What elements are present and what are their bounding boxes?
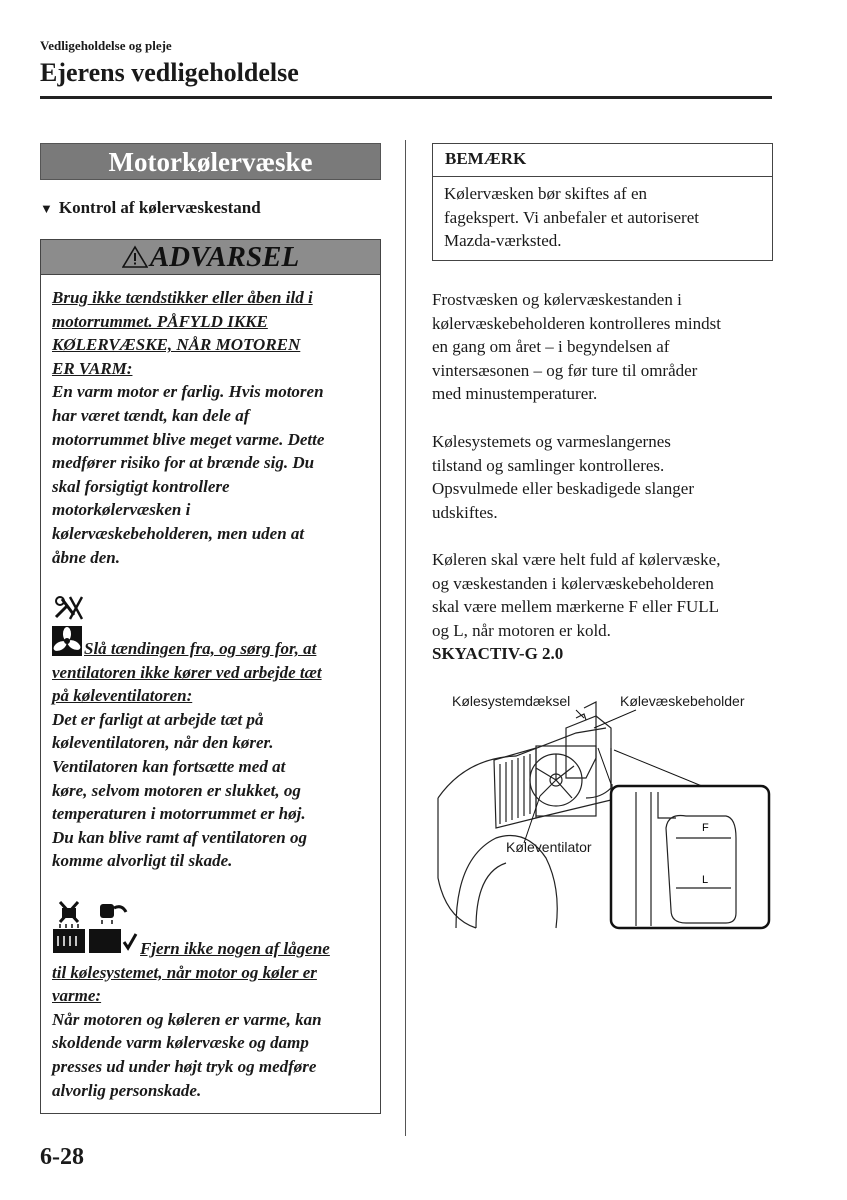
- section-title: Motorkølervæske: [40, 143, 381, 180]
- warning-triangle-icon: [122, 245, 148, 269]
- warning-line: motorrummet. PÅFYLD IKKE: [52, 311, 268, 331]
- body-line: og væskestanden i kølervæskebeholderen: [432, 573, 714, 593]
- warning-line: til kølesystemet, når motor og køler er: [52, 962, 317, 982]
- warning-paragraph-3: [52, 937, 372, 1102]
- warning-line: varme:: [52, 986, 102, 1006]
- page-title: Ejerens vedligeholdelse: [40, 58, 299, 87]
- note-title: BEMÆRK: [432, 143, 773, 177]
- warning-line: KØLERVÆSKE, NÅR MOTOREN: [52, 335, 301, 355]
- note-line: fagekspert. Vi anbefaler et autoriseret: [444, 207, 699, 227]
- note-line: Mazda-værksted.: [444, 231, 562, 251]
- body-line: og L, når motoren er kold.: [432, 620, 611, 640]
- subheading-text: Kontrol af kølervæskestand: [58, 198, 261, 217]
- label-cooling-system-cap: Kølesystemdæksel: [452, 693, 571, 709]
- body-line: vintersæsonen – og før ture til områder: [432, 360, 698, 380]
- page-number: 6-28: [40, 1144, 84, 1170]
- warning-line: Brug ikke tændstikker eller åben ild i: [52, 288, 313, 307]
- body-line: Kølesystemets og varmeslangernes: [432, 432, 671, 451]
- body-line: Køleren skal være helt fuld af kølervæske,: [432, 550, 721, 569]
- body-line: tilstand og samlinger kontrolleres.: [432, 455, 665, 475]
- warning-line: på køleventilatoren:: [52, 686, 193, 706]
- body-line: kølervæskebeholderen kontrolleres mindst: [432, 313, 721, 333]
- warning-line: har været tændt, kan dele af: [52, 405, 250, 425]
- warning-title: ADVARSEL: [149, 241, 300, 273]
- running-header-section: Vedligeholdelse og pleje: [40, 38, 172, 53]
- warning-line: presses ud under højt tryk og medføre: [52, 1056, 317, 1076]
- column-divider: [405, 140, 406, 1136]
- warning-line: Du kan blive ramt af ventilatoren og: [52, 827, 307, 847]
- warning-line: åbne den.: [52, 547, 120, 567]
- warning-line: alvorlig personskade.: [52, 1080, 202, 1100]
- warning-paragraph-2: [52, 637, 372, 873]
- warning-line: En varm motor er farlig. Hvis motoren: [52, 382, 324, 402]
- coolant-diagram: [436, 688, 771, 933]
- low-mark: L: [702, 874, 709, 886]
- warning-line: skal forsigtigt kontrollere: [52, 476, 230, 496]
- note-text: [444, 182, 764, 253]
- subheading: [40, 198, 261, 218]
- warning-line: ER VARM:: [52, 358, 133, 378]
- warning-title-bar: [40, 239, 381, 275]
- body-line: en gang om året – i begyndelsen af: [432, 337, 670, 357]
- triangle-bullet-icon: ▼: [40, 201, 53, 216]
- warning-line: motorkølervæsken i: [52, 500, 191, 520]
- body-paragraph-1: [432, 288, 777, 406]
- warning-line: Det er farligt at arbejde tæt på: [52, 709, 264, 729]
- header-rule: [40, 96, 772, 99]
- body-paragraph-3: [432, 548, 777, 642]
- warning-line: skoldende varm kølervæske og damp: [52, 1033, 309, 1053]
- warning-line: Fjern ikke nogen af lågene: [140, 939, 330, 958]
- warning-line: køre, selvom motoren er slukket, og: [52, 780, 301, 800]
- body-line: med minustemperaturer.: [432, 384, 598, 404]
- label-cooling-fan: Køleventilator: [506, 839, 592, 855]
- body-line: Frostvæsken og kølervæskestanden i: [432, 290, 682, 309]
- warning-line: medfører risiko for at brænde sig. Du: [52, 453, 315, 473]
- warning-line: køleventilatoren, når den kører.: [52, 733, 274, 753]
- warning-line: ventilatoren ikke kører ved arbejde tæt: [52, 662, 322, 682]
- full-mark: F: [702, 822, 709, 834]
- body-line: skal være mellem mærkerne F eller FULL: [432, 597, 720, 617]
- label-coolant-reservoir: Kølevæskebeholder: [620, 693, 745, 709]
- body-paragraph-2: [432, 430, 777, 524]
- warning-paragraph-1: [52, 286, 372, 569]
- warning-line: Slå tændingen fra, og sørg for, at: [84, 639, 317, 658]
- warning-line: motorrummet blive meget varme. Dette: [52, 429, 325, 449]
- engine-label: SKYACTIV-G 2.0: [432, 644, 564, 663]
- warning-line: kølervæskebeholderen, men uden at: [52, 523, 305, 543]
- coolant-diagram-drawing: [436, 688, 771, 933]
- warning-line: temperaturen i motorrummet er høj.: [52, 804, 306, 824]
- warning-line: Ventilatoren kan fortsætte med at: [52, 756, 286, 776]
- note-line: Kølervæsken bør skiftes af en: [444, 184, 648, 203]
- body-line: udskiftes.: [432, 502, 498, 522]
- warning-line: Når motoren og køleren er varme, kan: [52, 1009, 322, 1029]
- warning-line: komme alvorligt til skade.: [52, 851, 233, 871]
- no-tools-icon: [52, 593, 86, 623]
- body-line: Opsvulmede eller beskadigede slanger: [432, 479, 694, 499]
